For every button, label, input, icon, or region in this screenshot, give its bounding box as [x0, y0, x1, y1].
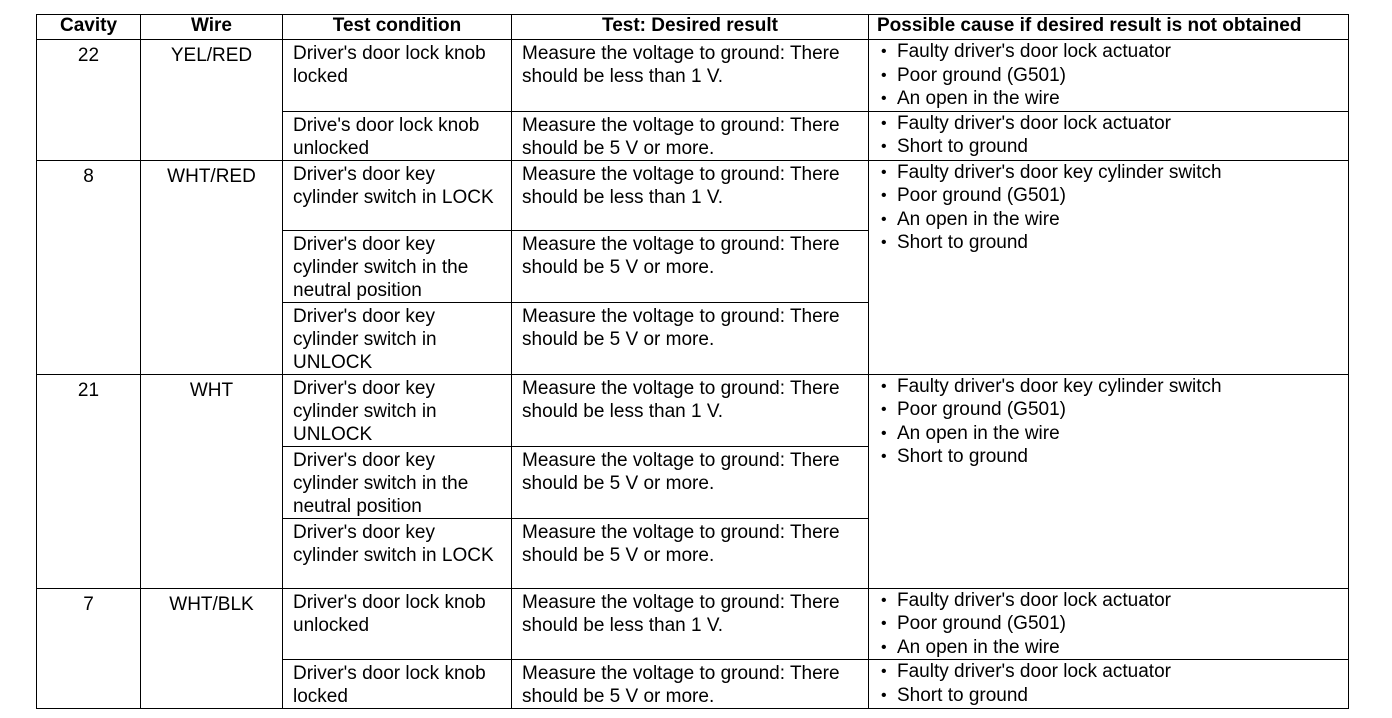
cavity-cell: 21 [37, 374, 141, 588]
header-desired-result: Test: Desired result [512, 15, 869, 40]
desired-result-cell: Measure the voltage to ground: There should be 5 V or more. [512, 230, 869, 302]
cavity-cell: 8 [37, 160, 141, 374]
cause-item: • Faulty driver's door lock actuator [879, 660, 1344, 684]
test-condition-cell: Driver's door key cylinder switch in UNLOCK [283, 374, 512, 446]
cause-item: • Short to ground [879, 684, 1344, 708]
cause-item: • Faulty driver's door lock actuator [879, 112, 1344, 136]
desired-result-cell: Measure the voltage to ground: There should be 5 V or more. [512, 518, 869, 588]
table-row [37, 160, 1349, 230]
desired-result-cell: Measure the voltage to ground: There should be less than 1 V. [512, 374, 869, 446]
desired-result-cell: Measure the voltage to ground: There should be less than 1 V. [512, 40, 869, 112]
possible-cause-cell [869, 660, 1349, 709]
wire-cell: YEL/RED [141, 40, 283, 161]
test-condition-cell: Drive's door lock knob unlocked [283, 111, 512, 160]
table-row [37, 40, 1349, 112]
desired-result-cell: Measure the voltage to ground: There should be 5 V or more. [512, 446, 869, 518]
cavity-cell: 7 [37, 588, 141, 709]
possible-cause-cell [869, 40, 1349, 112]
cause-item: • Faulty driver's door lock actuator [879, 589, 1344, 613]
test-condition-cell: Driver's door key cylinder switch in the neutral position [283, 446, 512, 518]
possible-cause-cell [869, 374, 1349, 588]
table-row [37, 374, 1349, 446]
header-cavity: Cavity [37, 15, 141, 40]
test-condition-cell: Driver's door lock knob unlocked [283, 588, 512, 660]
cause-item: • Faulty driver's door lock actuator [879, 40, 1344, 64]
test-condition-cell: Driver's door key cylinder switch in LOCK [283, 160, 512, 230]
cause-item: • Faulty driver's door key cylinder switch [879, 161, 1344, 185]
test-condition-cell: Driver's door key cylinder switch in LOCK [283, 518, 512, 588]
cause-item: • Faulty driver's door key cylinder switch [879, 375, 1344, 399]
header-wire: Wire [141, 15, 283, 40]
test-condition-cell: Driver's door key cylinder switch in the neutral position [283, 230, 512, 302]
test-condition-cell: Driver's door lock knob locked [283, 660, 512, 709]
cause-item: • An open in the wire [879, 422, 1344, 446]
possible-cause-cell [869, 160, 1349, 374]
header-row [37, 15, 1349, 40]
cause-item: • Poor ground (G501) [879, 64, 1344, 88]
test-condition-cell: Driver's door lock knob locked [283, 40, 512, 112]
cavity-cell: 22 [37, 40, 141, 161]
cause-item: • Short to ground [879, 445, 1344, 469]
header-test-condition: Test condition [283, 15, 512, 40]
table-row [37, 588, 1349, 660]
cause-item: • Poor ground (G501) [879, 398, 1344, 422]
cause-item: • An open in the wire [879, 208, 1344, 232]
test-condition-cell: Driver's door key cylinder switch in UNLOCK [283, 302, 512, 374]
cause-item: • Short to ground [879, 231, 1344, 255]
wire-cell: WHT/BLK [141, 588, 283, 709]
cause-item: • An open in the wire [879, 87, 1344, 111]
cause-item: • Poor ground (G501) [879, 184, 1344, 208]
wire-cell: WHT [141, 374, 283, 588]
possible-cause-cell [869, 111, 1349, 160]
desired-result-cell: Measure the voltage to ground: There should be less than 1 V. [512, 160, 869, 230]
diagnostic-table [36, 14, 1349, 709]
cause-item: • Short to ground [879, 135, 1344, 159]
desired-result-cell: Measure the voltage to ground: There should be 5 V or more. [512, 302, 869, 374]
desired-result-cell: Measure the voltage to ground: There should be 5 V or more. [512, 660, 869, 709]
cause-item: • Poor ground (G501) [879, 612, 1344, 636]
wire-cell: WHT/RED [141, 160, 283, 374]
possible-cause-cell [869, 588, 1349, 660]
cause-item: • An open in the wire [879, 636, 1344, 660]
header-possible-cause: Possible cause if desired result is not obtained [869, 15, 1349, 40]
desired-result-cell: Measure the voltage to ground: There should be 5 V or more. [512, 111, 869, 160]
desired-result-cell: Measure the voltage to ground: There should be less than 1 V. [512, 588, 869, 660]
